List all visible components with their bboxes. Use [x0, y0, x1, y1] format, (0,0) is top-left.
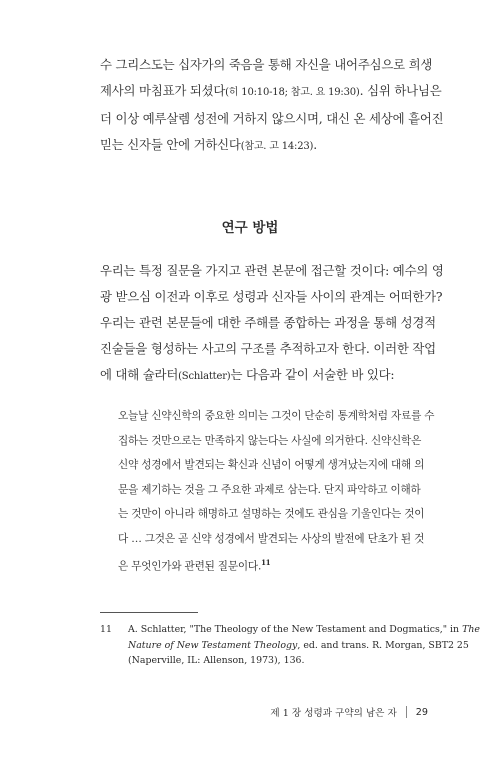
text-line [100, 362, 428, 390]
running-chapter-title: 제 1 장 성령과 구약의 남은 자 [270, 708, 397, 719]
page-number: 29 [415, 706, 428, 718]
intro-paragraph [100, 52, 444, 160]
footnote-number: 11 [100, 624, 112, 635]
text-line: 광 받으심 이전과 이후로 성령과 신자들 사이의 관계는 어떠한가? [100, 289, 443, 304]
text-fragment: 에 대해 슐라터 [100, 367, 179, 382]
text-line: 우리는 관련 본문들에 대한 주해를 종합하는 과정을 통해 성경적 [100, 315, 436, 330]
footnote-reference[interactable]: 11 [261, 558, 271, 567]
quote-line: 는 것만이 아니라 해명하고 설명하는 것에도 관심을 기울인다는 것이 [118, 508, 425, 520]
footnote-divider [100, 612, 198, 613]
scripture-reference: (참고. 고 14:23) [240, 141, 314, 152]
method-paragraph [100, 258, 444, 390]
text-fragment: 은 무엇인가와 관련된 질문이다. [118, 560, 262, 573]
text-fragment: . 심위 하나님은 [359, 83, 442, 98]
footer-separator [406, 706, 407, 718]
text-fragment: . [313, 137, 317, 152]
quote-line: 오늘날 신약신학의 중요한 의미는 그것이 단순히 통계학처럼 자료를 수 [118, 410, 435, 422]
footnote-line: (Naperville, IL: Allenson, 1973), 136. [128, 655, 305, 666]
quote-line: 문을 제기하는 것을 그 주요한 과제로 삼는다. 단지 파악하고 이해하 [118, 483, 421, 496]
quote-line: 신약 성경에서 발견되는 확신과 신념이 어떻게 생겨났는지에 대해 의 [118, 459, 425, 471]
text-fragment: A. Schlatter, "The Theology of the New Testament and Dogmatics," in [128, 624, 463, 635]
block-quote [118, 404, 435, 579]
text-line: 우리는 특정 질문을 가지고 관련 본문에 접근할 것이다: 예수의 영 [100, 263, 444, 278]
footnote-text [128, 622, 480, 669]
text-line: 진술들을 형성하는 사고의 구조를 추적하고자 한다. 이러한 작업 [100, 341, 436, 356]
quote-line: 집하는 것만으로는 만족하지 않는다는 사실에 의거한다. 신약신학은 [118, 434, 422, 447]
text-fragment: 믿는 신자들 안에 거하신다 [100, 137, 241, 152]
footnote-line [128, 622, 480, 638]
text-line: 더 이상 예루살렘 성전에 거하지 않으시며, 대신 온 세상에 흩어진 [100, 111, 444, 126]
author-name-latin: (Schlatter) [178, 371, 231, 382]
text-line [100, 78, 442, 106]
section-heading: 연구 방법 [221, 220, 279, 236]
text-fragment: 제사의 마침표가 되셨다 [100, 83, 226, 98]
quote-line [118, 551, 428, 579]
book-title-italic: The [462, 624, 480, 635]
footnote-line [128, 638, 469, 654]
quote-line: 다 … 그것은 곧 신약 성경에서 발견되는 사상의 발전에 단초가 된 것 [118, 532, 425, 545]
book-title-italic: Nature of New Testament Theology [128, 639, 298, 651]
text-line: 수 그리스도는 십자가의 죽음을 통해 자신을 내어주심으로 희생 [100, 57, 433, 72]
page-footer [270, 705, 428, 719]
scripture-reference: (히 10:10-18; 참고. 요 19:30) [225, 87, 360, 98]
text-fragment: 는 다음과 같이 서술한 바 있다: [230, 367, 395, 382]
text-fragment: , ed. and trans. R. Morgan, SBT2 25 [297, 639, 469, 651]
text-line [100, 132, 428, 160]
